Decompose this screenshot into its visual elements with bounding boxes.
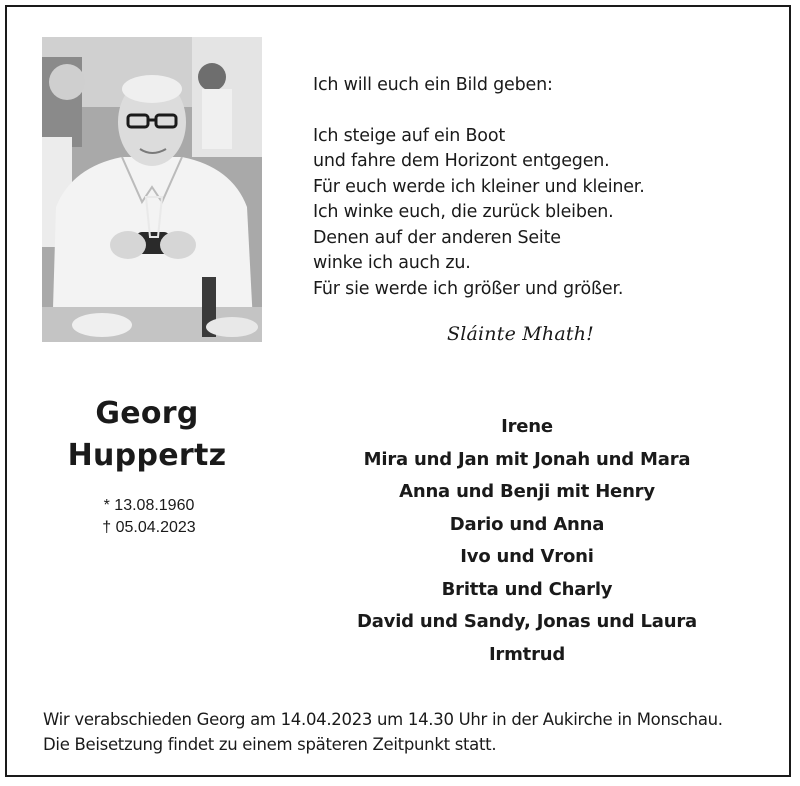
portrait-photo (42, 37, 262, 342)
birth-date: * 13.08.1960 (103, 497, 195, 514)
deceased-name (37, 393, 257, 477)
death-date: † 05.04.2023 (102, 519, 196, 536)
last-name: Huppertz (67, 438, 227, 473)
poem-line: Für sie werde ich größer und größer. (313, 278, 624, 299)
poem-line: winke ich auch zu. (313, 253, 471, 273)
toast-text: Sláinte Mhath! (447, 323, 594, 345)
poem-line: Für euch werde ich kleiner und kleiner. (313, 176, 645, 197)
family-list (307, 411, 747, 671)
family-member: Irene (501, 416, 553, 437)
notice-line: Wir verabschieden Georg am 14.04.2023 um 14.30 Uhr in der Aukirche in Monschau. (43, 710, 723, 729)
family-member: Mira und Jan mit Jonah und Mara (363, 448, 691, 470)
family-member: Dario und Anna (449, 513, 605, 535)
poem-line: und fahre dem Horizont entgegen. (313, 151, 610, 171)
family-member: Anna und Benji mit Henry (399, 481, 655, 502)
poem-spacer (313, 99, 733, 124)
poem-line: Ich steige auf ein Boot (313, 125, 505, 146)
poem-line: Ich winke euch, die zurück bleiben. (313, 202, 614, 222)
poem (313, 73, 733, 302)
funeral-notice (43, 707, 783, 757)
poem-intro: Ich will euch ein Bild geben: (313, 75, 553, 95)
obituary-card (5, 5, 791, 777)
poem-line: Denen auf der anderen Seite (313, 227, 561, 248)
family-member: Irmtrud (488, 643, 566, 665)
family-member: David und Sandy, Jonas und Laura (356, 611, 697, 632)
family-member: Ivo und Vroni (460, 546, 594, 567)
family-member: Britta und Charly (441, 578, 613, 600)
first-name: Georg (95, 396, 199, 431)
life-dates (69, 495, 229, 539)
notice-line: Die Beisetzung findet zu einem späteren Zeitpunkt statt. (43, 735, 497, 754)
